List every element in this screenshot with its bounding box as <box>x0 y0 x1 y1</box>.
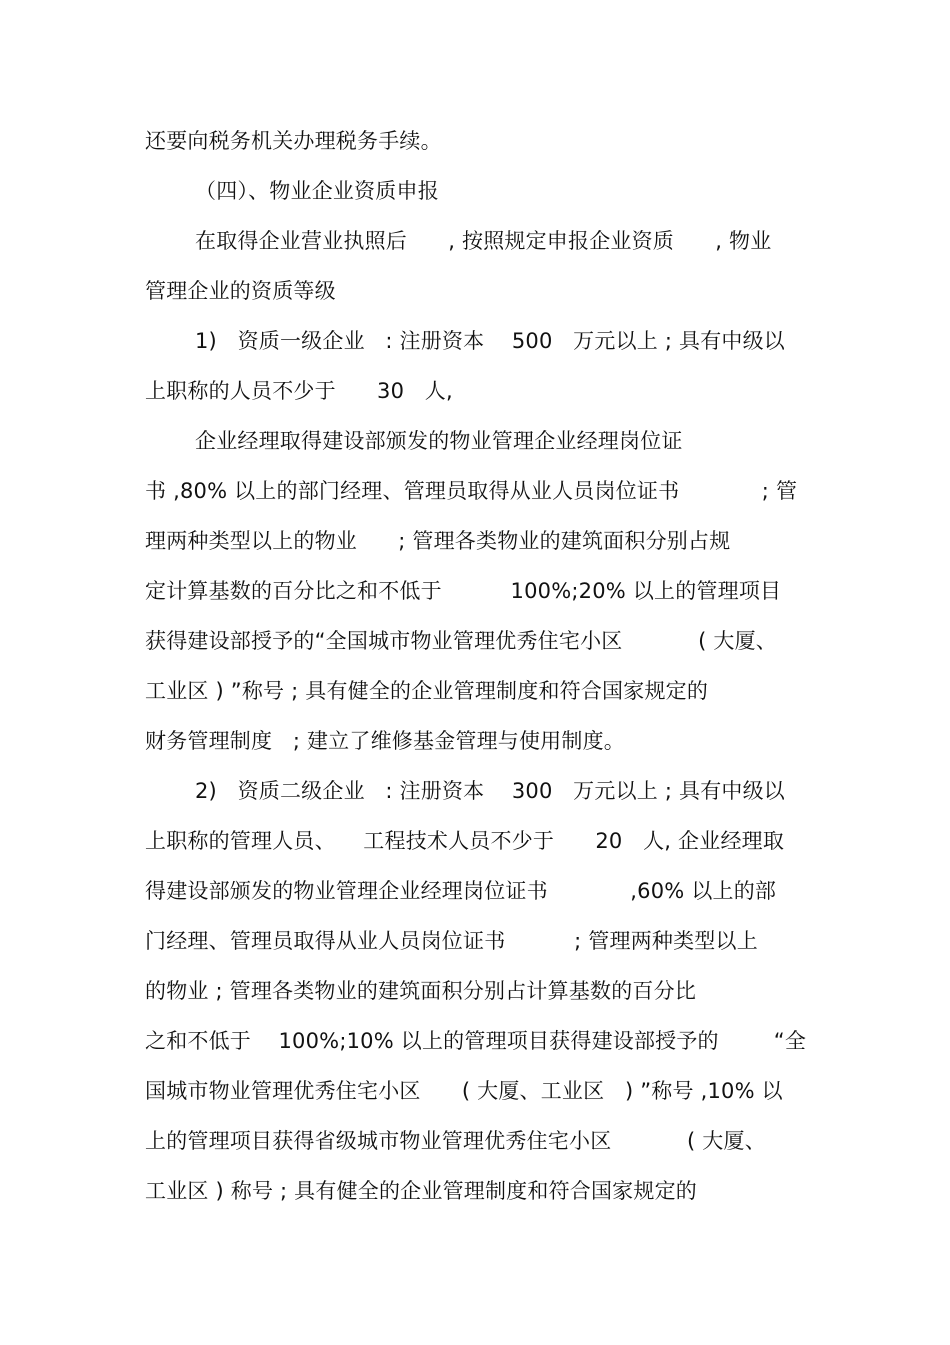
body-line-9: 理两种类型以上的物业 ; 管理各类物业的建筑面积分别占规 <box>145 529 731 553</box>
body-line-20: 国城市物业管理优秀住宅小区 ( 大厦、工业区 ) ”称号 ,10% 以 <box>145 1079 783 1103</box>
body-line-11: 获得建设部授予的“全国城市物业管理优秀住宅小区 ( 大厦、 <box>145 629 777 653</box>
body-line-7: 企业经理取得建设部颁发的物业管理企业经理岗位证 <box>195 429 683 453</box>
body-line-16: 得建设部颁发的物业管理企业经理岗位证书 ,60% 以上的部 <box>145 879 777 903</box>
body-line-18: 的物业 ; 管理各类物业的建筑面积分别占计算基数的百分比 <box>145 979 697 1003</box>
body-line-4: 管理企业的资质等级 <box>145 279 336 303</box>
body-line-1: 还要向税务机关办理税务手续。 <box>145 129 442 153</box>
body-line-14: 2) 资质二级企业 : 注册资本 300 万元以上 ; 具有中级以 <box>195 779 785 803</box>
body-line-6: 上职称的人员不少于 30 人, <box>145 379 453 403</box>
body-line-15: 上职称的管理人员、 工程技术人员不少于 20 人, 企业经理取 <box>145 829 785 853</box>
body-line-8: 书 ,80% 以上的部门经理、管理员取得从业人员岗位证书 ; 管 <box>145 479 798 503</box>
section-heading: （四）、物业企业资质申报 <box>195 179 439 203</box>
body-line-5: 1) 资质一级企业 : 注册资本 500 万元以上 ; 具有中级以 <box>195 329 785 353</box>
body-line-17: 门经理、管理员取得从业人员岗位证书 ; 管理两种类型以上 <box>145 929 758 953</box>
body-line-22: 工业区 ) 称号 ; 具有健全的企业管理制度和符合国家规定的 <box>145 1179 697 1203</box>
body-line-13: 财务管理制度 ; 建立了维修基金管理与使用制度。 <box>145 729 625 753</box>
body-line-21: 上的管理项目获得省级城市物业管理优秀住宅小区 ( 大厦、 <box>145 1129 766 1153</box>
body-line-12: 工业区 ) ”称号 ; 具有健全的企业管理制度和符合国家规定的 <box>145 679 709 703</box>
body-line-3: 在取得企业营业执照后 , 按照规定申报企业资质 , 物业 <box>195 229 772 253</box>
body-line-19: 之和不低于 100%;10% 以上的管理项目获得建设部授予的 “全 <box>145 1029 807 1053</box>
body-line-10: 定计算基数的百分比之和不低于 100%;20% 以上的管理项目 <box>145 579 782 603</box>
